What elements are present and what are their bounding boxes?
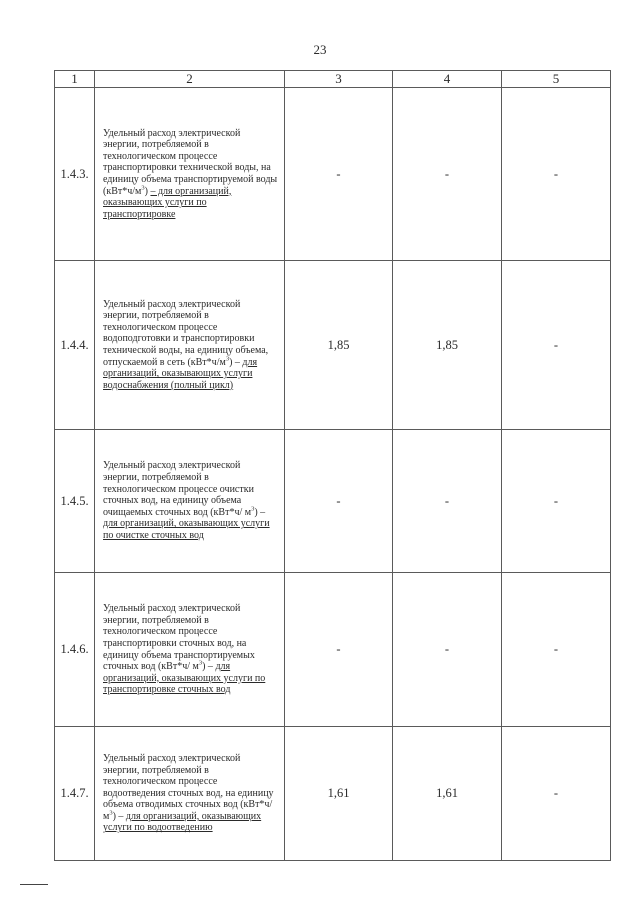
value-col5: - (502, 261, 611, 430)
description-underlined: для организаций, оказывающих услуги по транспортировке сточных вод (103, 661, 266, 696)
value-col5: - (502, 430, 611, 573)
value-col5: - (502, 573, 611, 727)
value-col3: 1,61 (285, 727, 393, 861)
row-number: 1.4.5. (55, 430, 95, 573)
description-underlined: для организаций, оказывающих услуги водоснабжения (полный цикл) (103, 356, 258, 391)
value-col4: - (393, 573, 502, 727)
row-number: 1.4.4. (55, 261, 95, 430)
description-text: Удельный расход электрической энергии, потребляемой в технологическом процессе транспортировки технической воды, на единицу объема транспортируемой воды (кВт*ч/м (103, 127, 278, 197)
footnote-rule (20, 884, 48, 885)
table-row (55, 727, 611, 861)
description-underlined: – для организаций, оказывающих услуги по транспортировке (103, 185, 232, 220)
description-text-after: ) (144, 185, 151, 197)
row-description (95, 573, 285, 727)
column-header-3: 3 (285, 71, 393, 88)
column-header-4: 4 (393, 71, 502, 88)
row-number: 1.4.3. (55, 88, 95, 261)
description-underlined: для организаций, оказывающих услуги по очистке сточных вод (103, 518, 270, 541)
indicators-table (54, 70, 611, 861)
column-header-2: 2 (95, 71, 285, 88)
superscript: 3 (141, 184, 145, 192)
page-number: 23 (313, 42, 327, 57)
superscript: 3 (198, 659, 203, 667)
table-header-row (55, 71, 611, 88)
superscript: 3 (109, 809, 113, 817)
value-col3: - (285, 88, 393, 261)
value-col3: 1,85 (285, 261, 393, 430)
column-header-1: 1 (55, 71, 95, 88)
row-number: 1.4.6. (55, 573, 95, 727)
table-row (55, 88, 611, 261)
value-col4: - (393, 430, 502, 573)
value-col5: - (502, 88, 611, 261)
row-number: 1.4.7. (55, 727, 95, 861)
table-row (55, 430, 611, 573)
table-row (55, 573, 611, 727)
description-text-after: ) – (254, 506, 266, 518)
table-row (55, 261, 611, 430)
description-text: Удельный расход электрической энергии, потребляемой в технологическом процессе водоподготовки и транспортировки технической воды, на единицу объема, отпускаемой в сеть (кВт*ч/м (103, 298, 269, 368)
description-text: Удельный расход электрической энергии, потребляемой в технологическом процессе водоотведения сточных вод, на единицу объема отводимых сточных вод (кВт*ч/ м (103, 752, 274, 822)
superscript: 3 (225, 355, 230, 363)
description-underlined: для организаций, оказывающих услуги по водоотведению (103, 810, 262, 834)
row-description (95, 261, 285, 430)
description-text-after: ) – (112, 810, 126, 822)
description-text: Удельный расход электрической энергии, потребляемой в технологическом процессе транспортировки сточных вод, на единицу объема транспортируемых сточных вод (кВт*ч/ м (103, 603, 255, 673)
value-col5: - (502, 727, 611, 861)
description-text-after: ) – (229, 356, 243, 368)
value-col4: 1,85 (393, 261, 502, 430)
description-text-after: ) – (202, 661, 216, 673)
row-description (95, 727, 285, 861)
row-description (95, 430, 285, 573)
value-col4: 1,61 (393, 727, 502, 861)
value-col3: - (285, 430, 393, 573)
description-text: Удельный расход электрической энергии, потребляемой в технологическом процессе очистки сточных вод, на единицу объема очищаемых сточных вод (кВт*ч/ м (103, 460, 254, 518)
superscript: 3 (251, 505, 255, 513)
value-col4: - (393, 88, 502, 261)
row-description (95, 88, 285, 261)
column-header-5: 5 (502, 71, 611, 88)
value-col3: - (285, 573, 393, 727)
